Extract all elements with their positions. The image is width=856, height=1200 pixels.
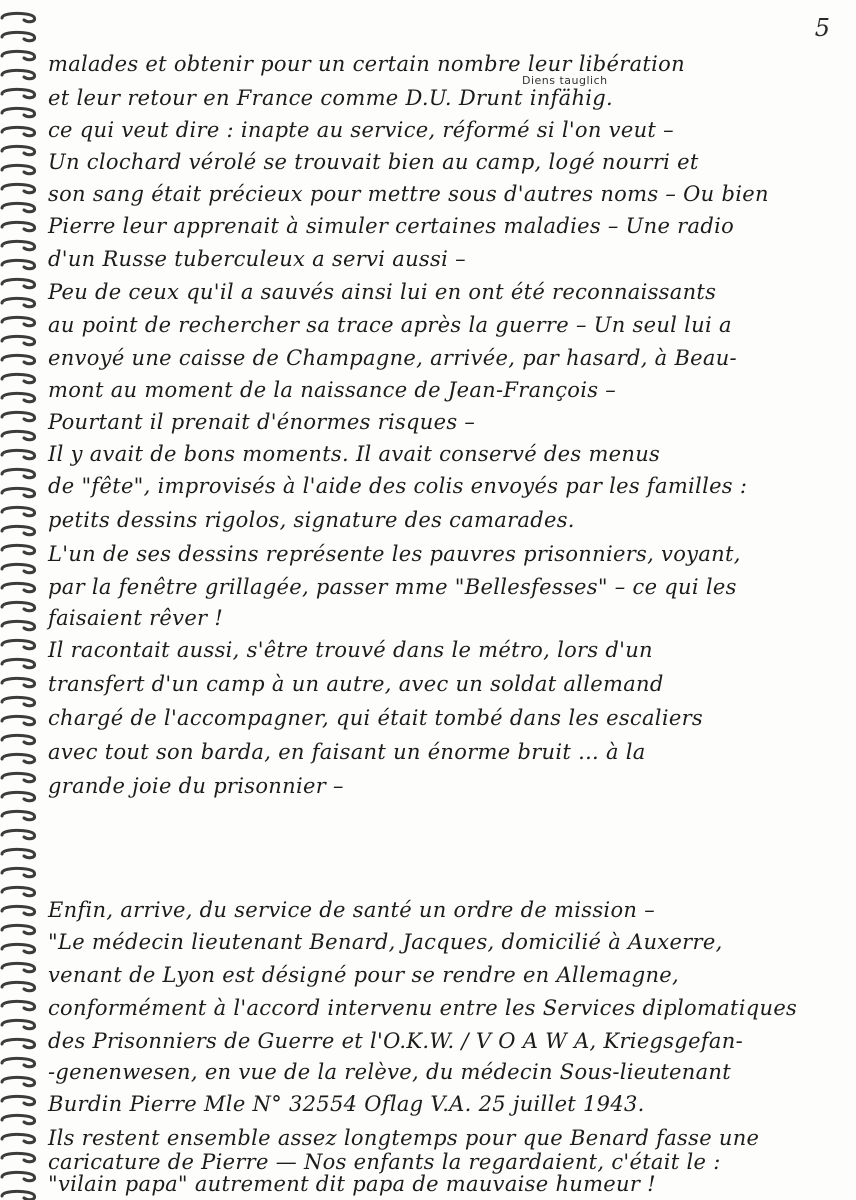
text-line: Il y avait de bons moments. Il avait conservé des menus [48,442,661,466]
spiral-coil [2,1020,35,1028]
spiral-coil [2,697,35,705]
spiral-coil [2,203,35,211]
spiral-coil [2,754,35,762]
text-line: Enfin, arrive, du service de santé un ordre de mission – [48,898,655,922]
text-line: -genenwesen, en vue de la relève, du médecin Sous-lieutenant [48,1060,731,1084]
spiral-coil [2,317,35,325]
spiral-coil [2,127,35,135]
spiral-coil [2,1096,35,1104]
spiral-coil [2,564,35,572]
spiral-coil [2,1191,35,1199]
text-line: Ils restent ensemble assez longtemps pour que Benard fasse une [48,1126,760,1150]
spiral-coil [2,735,35,743]
spiral-coil [2,393,35,401]
spiral-coil [2,678,35,686]
spiral-coil [2,1001,35,1009]
text-line: par la fenêtre grillagée, passer mme "Bellesfesses" – ce qui les [48,575,737,599]
page-number: 5 [814,14,830,42]
spiral-coil [2,1134,35,1142]
spiral-coil [2,716,35,724]
text-line: Pierre leur apprenait à simuler certaines maladies – Une radio [48,214,735,238]
spiral-coil [2,982,35,990]
text-line: son sang était précieux pour mettre sous d'autres noms – Ou bien [48,182,769,206]
text-line: d'un Russe tuberculeux a servi aussi – [48,247,466,271]
spiral-coil [2,621,35,629]
text-line: "Le médecin lieutenant Benard, Jacques, domicilié à Auxerre, [48,930,723,954]
text-line: Un clochard vérolé se trouvait bien au camp, logé nourri et [48,150,699,174]
spiral-coil [2,659,35,667]
spiral-coil [2,336,35,344]
spiral-coil [2,640,35,648]
spiral-coil [2,70,35,78]
spiral-coil [2,963,35,971]
spiral-coil [2,830,35,838]
spiral-coil [2,507,35,515]
text-line: petits dessins rigolos, signature des camarades. [48,508,575,532]
spiral-coil [2,412,35,420]
spiral-coil [2,773,35,781]
spiral-coil [2,1039,35,1047]
spiral-coil [2,868,35,876]
spiral-coil [2,146,35,154]
spiral-binding [0,0,44,1200]
text-line: transfert d'un camp à un autre, avec un soldat allemand [48,672,664,696]
text-line: mont au moment de la naissance de Jean-François – [48,378,617,402]
text-line: grande joie du prisonnier – [48,774,344,798]
spiral-coil [2,241,35,249]
spiral-coil [2,1077,35,1085]
text-line: des Prisonniers de Guerre et l'O.K.W. / V O A W A, Kriegsgefan- [48,1029,743,1053]
spiral-coil [2,450,35,458]
text-line: ce qui veut dire : inapte au service, réformé si l'on veut – [48,118,674,142]
spiral-coil [2,298,35,306]
spiral-coil [2,374,35,382]
spiral-coil [2,602,35,610]
spiral-coil [2,1058,35,1066]
spiral-coil [2,108,35,116]
text-line: et leur retour en France comme D.U. Drunt infähig. [48,86,614,110]
spiral-coil [2,1172,35,1180]
spiral-coil [2,526,35,534]
spiral-coil [2,811,35,819]
text-line: avec tout son barda, en faisant un énorme bruit ... à la [48,740,646,764]
spiral-coil [2,184,35,192]
spiral-coil [2,355,35,363]
margin-annotation: Diens tauglich [522,74,608,87]
text-line: malades et obtenir pour un certain nombre leur libération [48,52,685,76]
text-line: conformément à l'accord intervenu entre les Services diplomatiques [48,996,798,1020]
spiral-coil [2,165,35,173]
spiral-coil [2,13,35,21]
text-line: caricature de Pierre — Nos enfants la regardaient, c'était le : [48,1150,721,1174]
text-line: "vilain papa" autrement dit papa de mauvaise humeur ! [48,1172,656,1196]
text-line: L'un de ses dessins représente les pauvres prisonniers, voyant, [48,542,741,566]
text-line: faisaient rêver ! [48,606,224,630]
spiral-coil [2,431,35,439]
text-line: venant de Lyon est désigné pour se rendre en Allemagne, [48,963,679,987]
spiral-coil [2,260,35,268]
text-line: Peu de ceux qu'il a sauvés ainsi lui en ont été reconnaissants [48,280,717,304]
spiral-coil [2,1153,35,1161]
spiral-coil [2,488,35,496]
spiral-coil [2,222,35,230]
spiral-coil [2,849,35,857]
spiral-coil [2,89,35,97]
text-line: chargé de l'accompagner, qui était tombé dans les escaliers [48,706,703,730]
text-line: Pourtant il prenait d'énormes risques – [48,410,476,434]
spiral-coil [2,944,35,952]
spiral-coil [2,545,35,553]
spiral-coil [2,792,35,800]
spiral-coil [2,32,35,40]
spiral-coil [2,906,35,914]
text-line: Il racontait aussi, s'être trouvé dans le métro, lors d'un [48,638,653,662]
spiral-coil [2,1115,35,1123]
text-line: envoyé une caisse de Champagne, arrivée, par hasard, à Beau- [48,346,737,370]
spiral-coil [2,887,35,895]
spiral-coil [2,469,35,477]
text-line: Burdin Pierre Mle N° 32554 Oflag V.A. 25 juillet 1943. [48,1092,645,1116]
spiral-coil [2,51,35,59]
spiral-coil [2,925,35,933]
spiral-coil [2,279,35,287]
spiral-coil [2,583,35,591]
text-line: de "fête", improvisés à l'aide des colis envoyés par les familles : [48,474,748,498]
text-line: au point de rechercher sa trace après la guerre – Un seul lui a [48,313,732,337]
